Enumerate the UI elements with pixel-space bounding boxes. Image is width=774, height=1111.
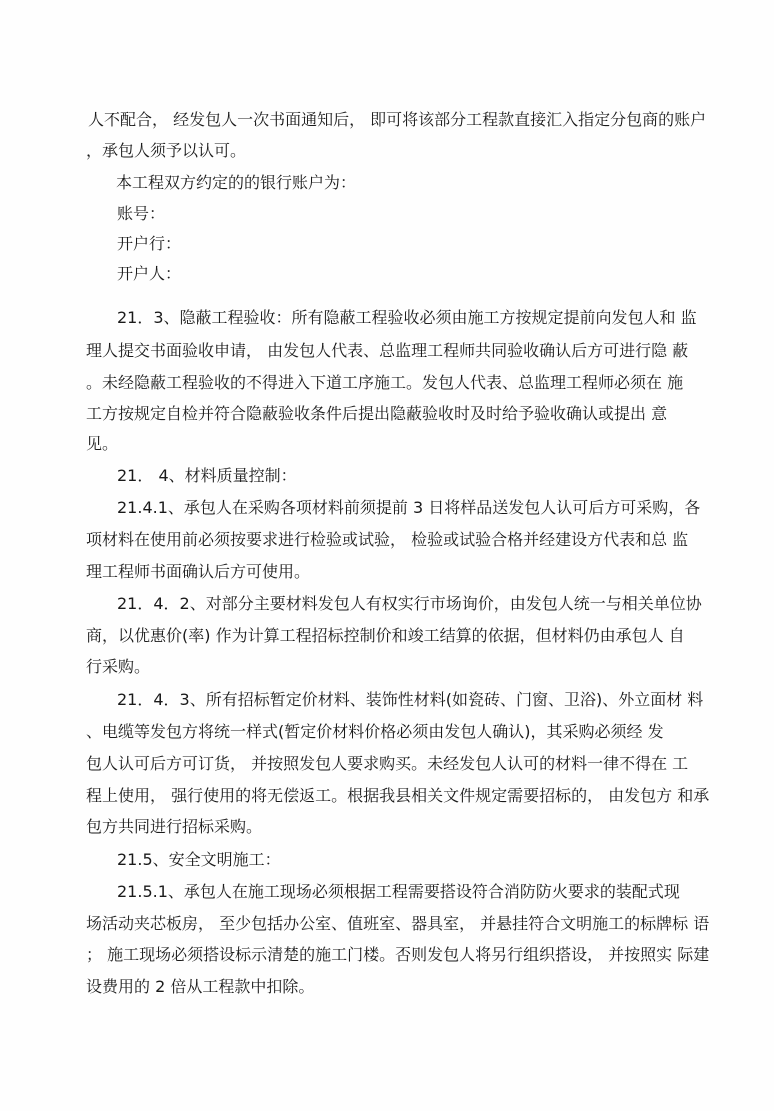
paragraph-line: 见。 xyxy=(86,434,119,453)
paragraph-line: 项材料在使用前必须按要求进行检验或试验， 检验或试验合格并经建设方代表和总 监 xyxy=(86,530,689,549)
paragraph-line: 21．3、隐蔽工程验收：所有隐蔽工程验收必须由施工方按规定提前向发包人和 监 xyxy=(117,308,697,327)
paragraph-line: 本工程双方约定的的银行账户为： xyxy=(116,173,357,192)
paragraph-line: 账号： xyxy=(117,204,166,223)
paragraph-line: 设费用的 2 倍从工程款中扣除。 xyxy=(86,977,315,996)
paragraph-line: 21.4.1、承包人在采购各项材料前须提前 3 日将样品送发包人认可后方可采购，各 xyxy=(117,498,701,517)
paragraph-line: 。未经隐蔽工程验收的不得进入下道工序施工。发包人代表、总监理工程师必须在 施 xyxy=(86,373,684,392)
paragraph-line: 21． 4、材料质量控制： xyxy=(117,466,297,485)
paragraph-line: 工方按规定自检并符合隐蔽验收条件后提出隐蔽验收时及时给予验收确认或提出 意 xyxy=(86,404,668,423)
paragraph-line: 行采购。 xyxy=(86,657,151,676)
paragraph-line: ； 施工现场必须搭设标示清楚的施工门楼。否则发包人将另行组织搭设， 并按照实 际建 xyxy=(86,945,710,964)
paragraph-line: 开户行： xyxy=(117,234,182,253)
paragraph-line: 场活动夹芯板房， 至少包括办公室、值班室、器具室， 并悬挂符合文明施工的标牌标 语 xyxy=(86,914,710,933)
paragraph-line: 程上使用， 强行使用的将无偿返工。根据我县相关文件规定需要招标的， 由发包方 和承 xyxy=(86,786,710,805)
paragraph-line: 商，以优惠价(率) 作为计算工程招标控制价和竣工结算的依据，但材料仍由承包人 自 xyxy=(86,626,685,645)
paragraph-line: 理人提交书面验收申请， 由发包人代表、总监理工程师共同验收确认后方可进行隐 蔽 xyxy=(86,341,689,360)
paragraph-line: 21．4．3、所有招标暂定价材料、装饰性材料(如瓷砖、门窗、卫浴)、外立面材 料 xyxy=(117,690,704,709)
paragraph-line: 21.5.1、承包人在施工现场必须根据工程需要搭设符合消防防火要求的装配式现 xyxy=(117,882,680,901)
paragraph-line: 、电缆等发包方将统一样式(暂定价材料价格必须由发包人确认)，其采购必须经 发 xyxy=(86,722,664,741)
paragraph-line: 理工程师书面确认后方可使用。 xyxy=(86,562,311,581)
paragraph-line: 包人认可后方可订货， 并按照发包人要求购买。未经发包人认可的材料一律不得在 工 xyxy=(86,754,689,773)
paragraph-line: 人不配合， 经发包人一次书面通知后， 即可将该部分工程款直接汇入指定分包商的账户 xyxy=(88,110,707,129)
paragraph-line: 21．4．2、对部分主要材料发包人有权实行市场询价，由发包人统一与相关单位协 xyxy=(117,594,702,613)
paragraph-line: 21.5、安全文明施工： xyxy=(117,850,281,869)
paragraph-line: 包方共同进行招标采购。 xyxy=(86,817,263,836)
paragraph-line: ，承包人须予以认可。 xyxy=(86,141,247,160)
paragraph-line: 开户人： xyxy=(117,264,182,283)
